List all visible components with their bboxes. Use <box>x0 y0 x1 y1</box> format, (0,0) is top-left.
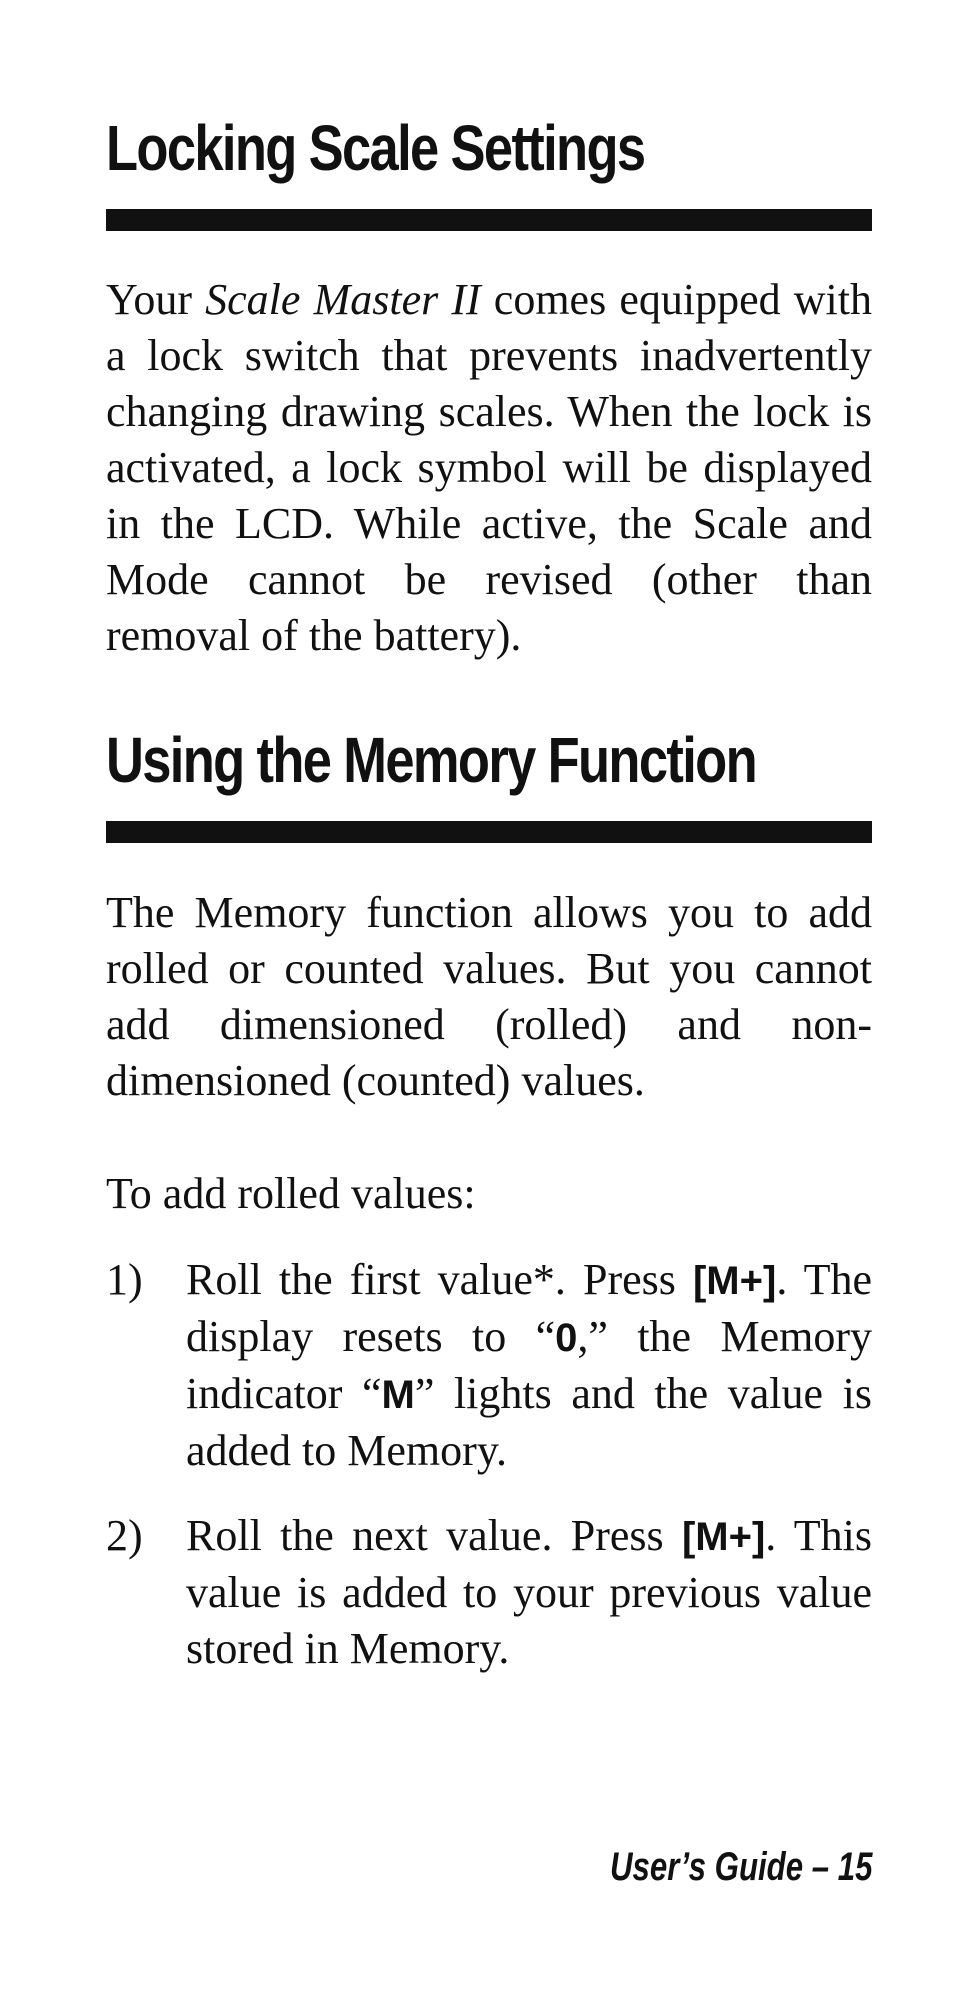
memory-plus-key: [M+] <box>692 1259 777 1303</box>
memory-plus-key: [M+] <box>681 1515 766 1559</box>
heading-rule <box>106 821 872 843</box>
page-footer: User’s Guide – 15 <box>609 1845 872 1889</box>
step-text: . This value is added to your previous value stored in Memory. <box>186 1511 872 1673</box>
display-value: 0 <box>555 1316 578 1360</box>
memory-indicator: M <box>381 1373 415 1417</box>
para-prefix: Your <box>106 275 206 324</box>
list-number: 1) <box>106 1255 143 1304</box>
heading-rule <box>106 209 872 231</box>
list-item <box>106 1252 872 1479</box>
step-text: ” lights and the value is added to Memory. <box>186 1369 872 1475</box>
product-name: Scale Master II <box>205 275 481 324</box>
section-heading-locking: Locking Scale Settings <box>106 112 645 184</box>
step-text: . The display resets to “ <box>186 1255 872 1361</box>
locking-paragraph <box>106 272 872 664</box>
step-text: Roll the first value*. Press <box>186 1255 693 1304</box>
memory-intro-paragraph: The Memory function allows you to add rolled or counted values. But you cannot add dimensioned (rolled) and non-dimensioned (counted) values. <box>106 888 872 1105</box>
para-rest: comes equipped with a lock switch that prevents inadvertently changing drawing scales. When the lock is activated, a lock symbol will be displayed in the LCD. While active, the Scale and Mode cannot be revised (other than removal of the battery). <box>106 275 872 660</box>
section-heading-memory: Using the Memory Function <box>106 724 757 796</box>
list-number: 2) <box>106 1511 143 1560</box>
list-item <box>106 1508 872 1677</box>
step-text: ,” the Memory indicator “ <box>186 1312 872 1418</box>
rolled-values-subheading: To add rolled values: <box>106 1169 476 1218</box>
step-text: Roll the next value. Press <box>186 1511 682 1560</box>
